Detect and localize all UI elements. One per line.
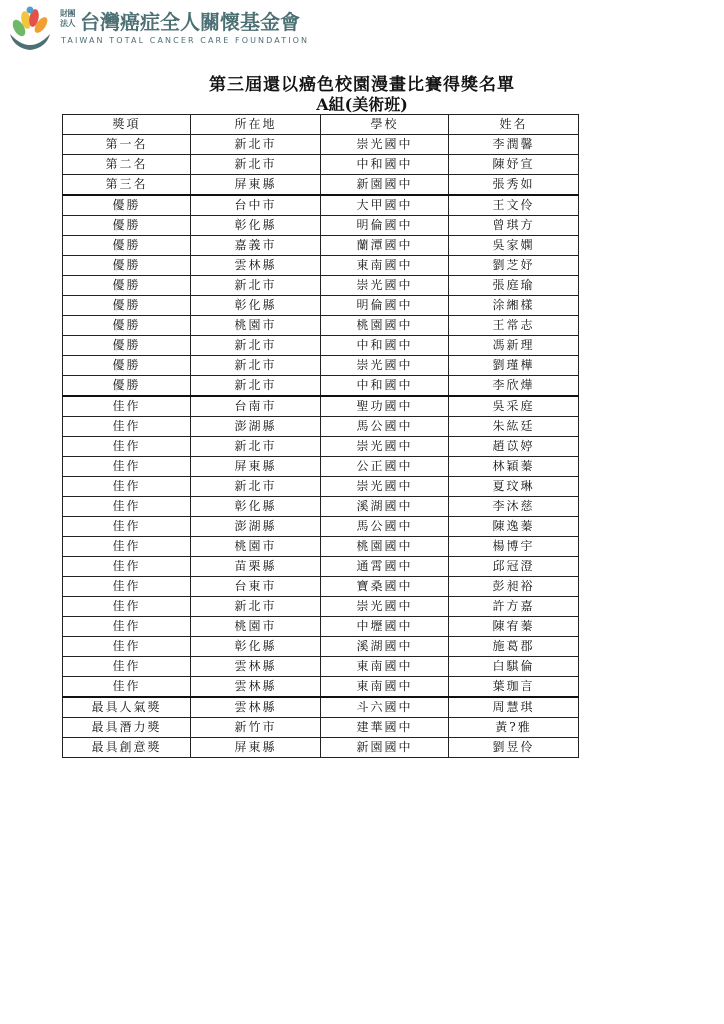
- cell-name: 吳采庭: [449, 396, 579, 417]
- cell-location: 新竹市: [191, 718, 321, 738]
- cell-school: 桃園國中: [321, 537, 449, 557]
- cell-name: 許方嘉: [449, 597, 579, 617]
- table-row: [63, 617, 579, 637]
- cell-name: 林穎蓁: [449, 457, 579, 477]
- cell-school: 崇光國中: [321, 276, 449, 296]
- cell-school: 聖功國中: [321, 396, 449, 417]
- cell-school: 大甲國中: [321, 195, 449, 216]
- cell-school: 崇光國中: [321, 477, 449, 497]
- cell-name: 趙苡婷: [449, 437, 579, 457]
- cell-name: 劉昱伶: [449, 738, 579, 758]
- table-row: [63, 256, 579, 276]
- cell-name: 李欣燁: [449, 376, 579, 397]
- cell-name: 周慧琪: [449, 697, 579, 718]
- table-row: [63, 697, 579, 718]
- cell-location: 新北市: [191, 276, 321, 296]
- cell-school: 崇光國中: [321, 597, 449, 617]
- table-row: [63, 356, 579, 376]
- cell-location: 新北市: [191, 477, 321, 497]
- cell-school: 公正國中: [321, 457, 449, 477]
- cell-location: 新北市: [191, 597, 321, 617]
- table-row: [63, 236, 579, 256]
- table-row: [63, 718, 579, 738]
- cell-name: 黃?雅: [449, 718, 579, 738]
- cell-award: 優勝: [63, 195, 191, 216]
- cell-location: 澎湖縣: [191, 517, 321, 537]
- cell-school: 中壢國中: [321, 617, 449, 637]
- table-row: [63, 577, 579, 597]
- table-row: [63, 376, 579, 397]
- cell-location: 台中市: [191, 195, 321, 216]
- cell-school: 崇光國中: [321, 356, 449, 376]
- logo-english-name: TAIWAN TOTAL CANCER CARE FOUNDATION: [61, 36, 310, 45]
- cell-school: 馬公國中: [321, 417, 449, 437]
- cell-award: 佳作: [63, 396, 191, 417]
- cell-name: 陳宥蓁: [449, 617, 579, 637]
- page-title: 第三屆還以癌色校園漫畫比賽得獎名單: [209, 75, 515, 95]
- cell-school: 新園國中: [321, 738, 449, 758]
- cell-name: 朱紘廷: [449, 417, 579, 437]
- cell-award: 優勝: [63, 236, 191, 256]
- header-award: 獎項: [63, 115, 191, 135]
- cell-school: 中和國中: [321, 376, 449, 397]
- foundation-logo: [6, 2, 310, 54]
- cell-award: 第二名: [63, 155, 191, 175]
- cell-location: 雲林縣: [191, 697, 321, 718]
- table-row: [63, 336, 579, 356]
- cell-name: 葉珈言: [449, 677, 579, 698]
- leaf-logo-icon: [6, 4, 54, 52]
- cell-name: 李沐慈: [449, 497, 579, 517]
- table-row: [63, 417, 579, 437]
- cell-name: 陳妤宣: [449, 155, 579, 175]
- cell-award: 優勝: [63, 336, 191, 356]
- table-row: [63, 457, 579, 477]
- table-row: [63, 677, 579, 698]
- cell-name: 馮新理: [449, 336, 579, 356]
- table-row: [63, 657, 579, 677]
- cell-award: 佳作: [63, 597, 191, 617]
- cell-award: 佳作: [63, 537, 191, 557]
- cell-location: 彰化縣: [191, 497, 321, 517]
- logo-prefix: 財團法人: [60, 9, 75, 28]
- cell-location: 彰化縣: [191, 637, 321, 657]
- cell-award: 最具創意獎: [63, 738, 191, 758]
- cell-name: 吳家嫻: [449, 236, 579, 256]
- cell-location: 雲林縣: [191, 677, 321, 698]
- cell-name: 涂緗樣: [449, 296, 579, 316]
- cell-award: 佳作: [63, 677, 191, 698]
- cell-school: 馬公國中: [321, 517, 449, 537]
- cell-school: 崇光國中: [321, 135, 449, 155]
- cell-school: 斗六國中: [321, 697, 449, 718]
- cell-name: 陳逸蓁: [449, 517, 579, 537]
- table-row: [63, 738, 579, 758]
- cell-name: 王文伶: [449, 195, 579, 216]
- cell-award: 佳作: [63, 657, 191, 677]
- cell-name: 李潤馨: [449, 135, 579, 155]
- cell-award: 優勝: [63, 316, 191, 336]
- cell-award: 優勝: [63, 276, 191, 296]
- cell-award: 佳作: [63, 617, 191, 637]
- table-row: [63, 175, 579, 196]
- table-row: [63, 437, 579, 457]
- cell-name: 楊博宇: [449, 537, 579, 557]
- cell-school: 東南國中: [321, 657, 449, 677]
- cell-school: 東南國中: [321, 677, 449, 698]
- cell-award: 佳作: [63, 637, 191, 657]
- cell-location: 屏東縣: [191, 175, 321, 196]
- cell-location: 新北市: [191, 135, 321, 155]
- cell-location: 新北市: [191, 437, 321, 457]
- cell-award: 佳作: [63, 477, 191, 497]
- cell-school: 桃園國中: [321, 316, 449, 336]
- cell-location: 新北市: [191, 376, 321, 397]
- page-subtitle: A組(美術班): [316, 95, 408, 114]
- cell-school: 蘭潭國中: [321, 236, 449, 256]
- header-school: 學校: [321, 115, 449, 135]
- cell-location: 新北市: [191, 336, 321, 356]
- cell-award: 第三名: [63, 175, 191, 196]
- cell-school: 溪湖國中: [321, 637, 449, 657]
- cell-location: 彰化縣: [191, 216, 321, 236]
- cell-location: 台東市: [191, 577, 321, 597]
- cell-location: 雲林縣: [191, 256, 321, 276]
- cell-school: 明倫國中: [321, 296, 449, 316]
- cell-school: 東南國中: [321, 256, 449, 276]
- table-row: [63, 557, 579, 577]
- cell-school: 通霄國中: [321, 557, 449, 577]
- cell-name: 劉芝妤: [449, 256, 579, 276]
- cell-award: 最具人氣獎: [63, 697, 191, 718]
- cell-award: 佳作: [63, 417, 191, 437]
- header-location: 所在地: [191, 115, 321, 135]
- cell-name: 曾琪方: [449, 216, 579, 236]
- cell-location: 嘉義市: [191, 236, 321, 256]
- cell-name: 白騏倫: [449, 657, 579, 677]
- cell-school: 中和國中: [321, 155, 449, 175]
- table-row: [63, 296, 579, 316]
- cell-award: 佳作: [63, 497, 191, 517]
- cell-award: 佳作: [63, 457, 191, 477]
- cell-location: 雲林縣: [191, 657, 321, 677]
- cell-school: 溪湖國中: [321, 497, 449, 517]
- cell-location: 彰化縣: [191, 296, 321, 316]
- cell-school: 新園國中: [321, 175, 449, 196]
- cell-location: 新北市: [191, 155, 321, 175]
- cell-name: 張庭瑜: [449, 276, 579, 296]
- cell-location: 台南市: [191, 396, 321, 417]
- logo-name: 台灣癌症全人關懷基金會: [80, 10, 300, 34]
- cell-award: 佳作: [63, 557, 191, 577]
- cell-award: 佳作: [63, 437, 191, 457]
- cell-award: 第一名: [63, 135, 191, 155]
- cell-name: 張秀如: [449, 175, 579, 196]
- cell-school: 明倫國中: [321, 216, 449, 236]
- cell-name: 邱冠澄: [449, 557, 579, 577]
- table-row: [63, 276, 579, 296]
- cell-school: 寶桑國中: [321, 577, 449, 597]
- cell-school: 建華國中: [321, 718, 449, 738]
- cell-school: 崇光國中: [321, 437, 449, 457]
- table-row: [63, 517, 579, 537]
- cell-location: 屏東縣: [191, 738, 321, 758]
- cell-location: 桃園市: [191, 316, 321, 336]
- table-header-row: [63, 115, 579, 135]
- cell-school: 中和國中: [321, 336, 449, 356]
- cell-location: 桃園市: [191, 617, 321, 637]
- cell-name: 彭昶裕: [449, 577, 579, 597]
- winners-table: [62, 114, 579, 758]
- cell-award: 優勝: [63, 376, 191, 397]
- cell-award: 佳作: [63, 517, 191, 537]
- cell-location: 屏東縣: [191, 457, 321, 477]
- cell-award: 優勝: [63, 256, 191, 276]
- table-row: [63, 216, 579, 236]
- cell-award: 優勝: [63, 356, 191, 376]
- table-row: [63, 316, 579, 336]
- cell-award: 優勝: [63, 296, 191, 316]
- cell-name: 施葛郡: [449, 637, 579, 657]
- table-row: [63, 477, 579, 497]
- cell-name: 劉瑾樺: [449, 356, 579, 376]
- table-row: [63, 497, 579, 517]
- cell-location: 桃園市: [191, 537, 321, 557]
- cell-award: 最具潛力獎: [63, 718, 191, 738]
- cell-award: 優勝: [63, 216, 191, 236]
- cell-location: 澎湖縣: [191, 417, 321, 437]
- table-row: [63, 597, 579, 617]
- cell-location: 苗栗縣: [191, 557, 321, 577]
- table-row: [63, 537, 579, 557]
- cell-award: 佳作: [63, 577, 191, 597]
- table-row: [63, 135, 579, 155]
- header-name: 姓名: [449, 115, 579, 135]
- cell-name: 王常志: [449, 316, 579, 336]
- table-row: [63, 637, 579, 657]
- table-row: [63, 195, 579, 216]
- cell-name: 夏玟琳: [449, 477, 579, 497]
- cell-location: 新北市: [191, 356, 321, 376]
- table-row: [63, 155, 579, 175]
- table-row: [63, 396, 579, 417]
